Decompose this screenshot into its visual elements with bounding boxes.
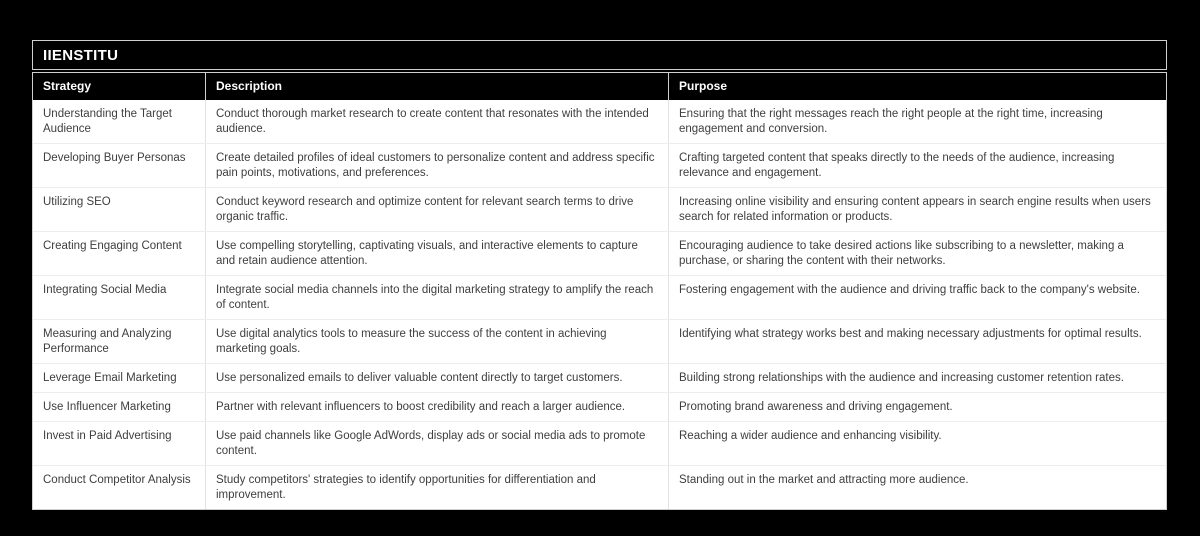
cell-purpose: Ensuring that the right messages reach the right people at the right time, increasing engagement and conversion.: [668, 100, 1166, 143]
cell-description: Conduct thorough market research to create content that resonates with the intended audience.: [205, 100, 668, 143]
cell-description: Use paid channels like Google AdWords, display ads or social media ads to promote content.: [205, 422, 668, 465]
table-row: [33, 320, 1166, 364]
cell-strategy: Leverage Email Marketing: [43, 371, 177, 384]
table-row: [33, 393, 1166, 422]
cell-description: Use personalized emails to deliver valuable content directly to target customers.: [205, 364, 668, 392]
cell-description: Partner with relevant influencers to boost credibility and reach a larger audience.: [205, 393, 668, 421]
cell-description: Conduct keyword research and optimize content for relevant search terms to drive organic traffic.: [205, 188, 668, 231]
cell-strategy: Use Influencer Marketing: [43, 400, 171, 413]
cell-description: Use compelling storytelling, captivating visuals, and interactive elements to capture and retain audience attention.: [205, 232, 668, 275]
strategy-table: [32, 72, 1167, 510]
cell-description: Integrate social media channels into the digital marketing strategy to amplify the reach of content.: [205, 276, 668, 319]
cell-purpose: Identifying what strategy works best and making necessary adjustments for optimal results.: [668, 320, 1166, 363]
column-header-description: Description: [205, 73, 668, 100]
cell-purpose: Crafting targeted content that speaks directly to the needs of the audience, increasing relevance and engagement.: [668, 144, 1166, 187]
cell-purpose: Standing out in the market and attracting more audience.: [668, 466, 1166, 509]
cell-strategy: Creating Engaging Content: [43, 239, 182, 252]
table-row: [33, 466, 1166, 509]
cell-strategy: Utilizing SEO: [43, 195, 111, 208]
table-row: [33, 364, 1166, 393]
cell-purpose: Encouraging audience to take desired actions like subscribing to a newsletter, making a purchase, or sharing the content with their networks.: [668, 232, 1166, 275]
cell-purpose: Promoting brand awareness and driving engagement.: [668, 393, 1166, 421]
table-row: [33, 188, 1166, 232]
cell-purpose: Reaching a wider audience and enhancing visibility.: [668, 422, 1166, 465]
cell-strategy: Invest in Paid Advertising: [43, 429, 172, 442]
cell-description: Study competitors' strategies to identify opportunities for differentiation and improvement.: [205, 466, 668, 509]
brand-header-bar: [32, 40, 1167, 70]
cell-strategy: Measuring and Analyzing Performance: [43, 327, 172, 355]
column-header-strategy: Strategy: [43, 79, 92, 93]
cell-strategy: Conduct Competitor Analysis: [43, 473, 191, 486]
cell-strategy: Understanding the Target Audience: [43, 107, 172, 135]
table-row: [33, 144, 1166, 188]
cell-description: Use digital analytics tools to measure the success of the content in achieving marketing goals.: [205, 320, 668, 363]
cell-purpose: Building strong relationships with the audience and increasing customer retention rates.: [668, 364, 1166, 392]
table-row: [33, 232, 1166, 276]
brand-title: IIENSTITU: [43, 46, 119, 64]
cell-strategy: Integrating Social Media: [43, 283, 167, 296]
table-row: [33, 100, 1166, 144]
table-header-row: [33, 73, 1166, 100]
column-header-purpose: Purpose: [668, 73, 1166, 100]
cell-strategy: Developing Buyer Personas: [43, 151, 186, 164]
cell-purpose: Increasing online visibility and ensuring content appears in search engine results when users search for related information or products.: [668, 188, 1166, 231]
table-row: [33, 276, 1166, 320]
strategy-table-panel: [32, 40, 1167, 510]
cell-purpose: Fostering engagement with the audience and driving traffic back to the company's website.: [668, 276, 1166, 319]
table-row: [33, 422, 1166, 466]
cell-description: Create detailed profiles of ideal customers to personalize content and address specific pain points, motivations, and preferences.: [205, 144, 668, 187]
